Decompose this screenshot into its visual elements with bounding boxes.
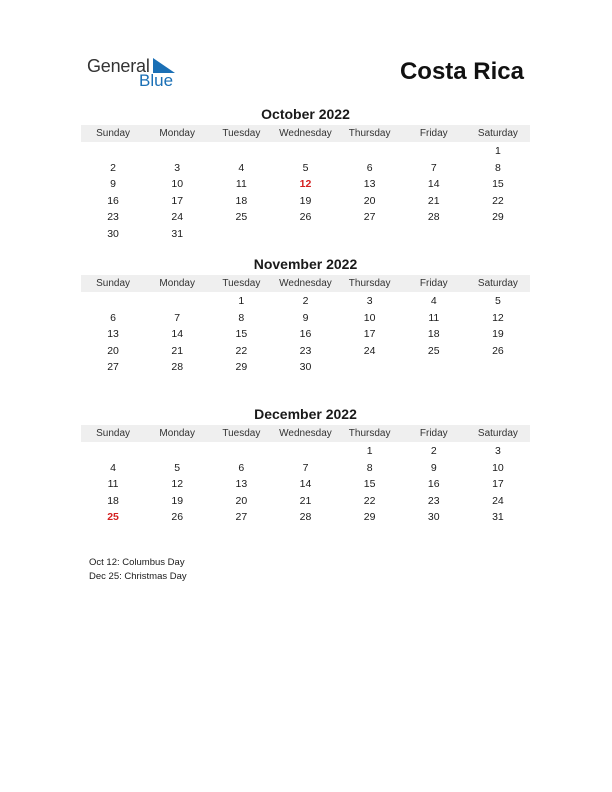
calendar-date: 24	[492, 494, 504, 507]
weekday-label: Saturday	[477, 278, 518, 289]
brand-logo	[87, 56, 187, 92]
day-grid	[81, 443, 530, 526]
holiday-notes	[89, 556, 187, 584]
calendar-date: 15	[235, 328, 248, 341]
month-december	[81, 404, 530, 526]
empty-cell	[81, 143, 145, 160]
calendar-date: 10	[363, 311, 376, 324]
calendar-date: 2	[110, 161, 116, 174]
calendar-date: 5	[495, 295, 501, 307]
calendar-date: 30	[299, 361, 312, 374]
empty-cell	[145, 293, 209, 310]
empty-cell	[209, 443, 273, 460]
logo-word-blue: Blue	[139, 71, 174, 90]
calendar-date: 30	[107, 227, 119, 240]
calendar-date: 13	[363, 178, 376, 191]
calendar-date: 20	[363, 194, 376, 207]
weekday-label: Thursday	[348, 428, 391, 439]
weekday-label: Monday	[159, 278, 195, 289]
calendar-date: 1	[238, 295, 245, 307]
calendar-date: 12	[492, 311, 504, 324]
weekday-label: Wednesday	[279, 278, 332, 289]
calendar-date: 27	[363, 211, 376, 224]
empty-cell	[273, 143, 337, 160]
calendar-date: 10	[171, 178, 184, 191]
empty-cell	[81, 293, 145, 310]
empty-cell	[338, 143, 402, 160]
calendar-date: 1	[495, 145, 501, 157]
calendar-date: 7	[430, 161, 437, 174]
empty-cell	[402, 143, 466, 160]
calendar-date: 22	[235, 344, 248, 357]
weekday-label: Friday	[419, 278, 448, 289]
empty-cell	[145, 143, 209, 160]
calendar-date: 28	[299, 511, 312, 524]
logo-word-general: General	[87, 56, 150, 76]
calendar-date: 29	[363, 511, 376, 524]
calendar-date: 25	[235, 211, 248, 224]
weekday-label: Thursday	[348, 278, 391, 289]
weekday-label: Tuesday	[222, 428, 261, 439]
calendar-date: 8	[495, 161, 501, 174]
calendar-date: 5	[174, 461, 181, 474]
calendar-date: 11	[107, 478, 119, 491]
calendar-date: 28	[427, 211, 440, 224]
calendar-date: 29	[235, 361, 248, 374]
calendar-date: 27	[107, 361, 119, 374]
weekday-label: Sunday	[96, 428, 131, 439]
weekday-header	[81, 275, 530, 292]
calendar-date: 14	[427, 178, 440, 191]
calendar-date: 16	[107, 194, 119, 207]
calendar-date: 31	[171, 227, 184, 240]
calendar-date: 7	[302, 461, 309, 474]
calendar-date: 18	[107, 494, 119, 507]
calendar-date: 31	[492, 511, 504, 524]
calendar-date: 13	[107, 328, 119, 341]
weekday-label: Saturday	[477, 428, 518, 439]
calendar-date: 24	[363, 344, 376, 357]
empty-cell	[145, 443, 209, 460]
weekday-label: Monday	[159, 428, 195, 439]
calendar-date: 2	[430, 445, 437, 457]
calendar-date: 9	[110, 178, 116, 191]
day-grid	[81, 143, 530, 243]
month-title: November 2022	[253, 256, 358, 272]
calendar-date: 28	[171, 361, 184, 374]
weekday-label: Monday	[159, 128, 195, 139]
calendar-date: 16	[427, 478, 440, 491]
calendar-date: 8	[238, 311, 245, 324]
calendar-date: 24	[171, 211, 184, 224]
calendar-date: 18	[427, 328, 440, 341]
calendar-date: 16	[299, 328, 312, 341]
calendar-date: 4	[110, 461, 116, 474]
weekday-label: Thursday	[348, 128, 391, 139]
calendar-date: 9	[302, 311, 309, 324]
weekday-label: Sunday	[96, 278, 131, 289]
calendar-date: 4	[238, 161, 245, 174]
calendar-date: 11	[235, 178, 247, 191]
calendar-date: 15	[363, 478, 376, 491]
month-november	[81, 254, 530, 376]
calendar-date: 23	[107, 211, 119, 224]
calendar-date: 22	[363, 494, 376, 507]
calendar-date: 3	[495, 445, 501, 457]
calendar-date: 17	[363, 328, 376, 341]
calendar-date: 15	[492, 178, 504, 191]
calendar-date: 6	[366, 161, 373, 174]
calendar-date: 20	[107, 344, 119, 357]
calendar-date: 6	[110, 311, 116, 324]
calendar-date: 14	[171, 328, 184, 341]
calendar-date: 30	[427, 511, 440, 524]
weekday-label: Tuesday	[222, 128, 261, 139]
holiday-date: 12	[299, 178, 312, 191]
calendar-date: 17	[171, 194, 184, 207]
calendar-date: 22	[492, 194, 504, 207]
calendar-date: 5	[302, 161, 309, 174]
calendar-date: 3	[174, 161, 181, 174]
calendar-date: 29	[492, 211, 504, 224]
empty-cell	[81, 443, 145, 460]
calendar-date: 1	[366, 445, 373, 457]
weekday-header	[81, 425, 530, 442]
calendar-date: 7	[174, 311, 181, 324]
month-title: December 2022	[254, 406, 357, 422]
month-october	[81, 104, 530, 243]
calendar-date: 10	[492, 461, 504, 474]
country-title: Costa Rica	[399, 58, 524, 85]
calendar-date: 26	[299, 211, 312, 224]
calendar-date: 8	[366, 461, 373, 474]
calendar-date: 23	[299, 344, 312, 357]
calendar-date: 17	[492, 478, 504, 491]
calendar-date: 14	[299, 478, 312, 491]
weekday-label: Wednesday	[279, 128, 332, 139]
empty-cell	[273, 443, 337, 460]
calendar-date: 3	[366, 295, 373, 307]
weekday-label: Tuesday	[222, 278, 261, 289]
calendar-date: 26	[171, 511, 184, 524]
month-title: October 2022	[261, 106, 350, 122]
weekday-label: Wednesday	[279, 428, 332, 439]
weekday-label: Friday	[419, 128, 448, 139]
calendar-date: 21	[299, 494, 312, 507]
calendar-date: 23	[427, 494, 440, 507]
calendar-date: 11	[428, 311, 440, 324]
calendar-date: 12	[171, 478, 184, 491]
calendar-date: 26	[492, 344, 504, 357]
weekday-label: Saturday	[477, 128, 518, 139]
calendar-date: 6	[238, 461, 245, 474]
weekday-header	[81, 125, 530, 142]
empty-cell	[209, 143, 273, 160]
calendar-date: 27	[235, 511, 248, 524]
calendar-date: 18	[235, 194, 248, 207]
holiday-note: Dec 25: Christmas Day	[89, 571, 187, 582]
calendar-date: 19	[492, 328, 504, 341]
calendar-date: 21	[427, 194, 440, 207]
calendar-date: 2	[302, 295, 309, 307]
calendar-date: 19	[299, 194, 312, 207]
calendar-date: 19	[171, 494, 184, 507]
weekday-label: Friday	[419, 428, 448, 439]
calendar-date: 20	[235, 494, 248, 507]
holiday-date: 25	[107, 511, 119, 524]
calendar-date: 21	[171, 344, 184, 357]
calendar-date: 25	[427, 344, 440, 357]
weekday-label: Sunday	[96, 128, 131, 139]
day-grid	[81, 293, 530, 376]
calendar-date: 13	[235, 478, 248, 491]
calendar-date: 4	[430, 295, 437, 307]
calendar-date: 9	[430, 461, 437, 474]
holiday-note: Oct 12: Columbus Day	[89, 557, 185, 568]
